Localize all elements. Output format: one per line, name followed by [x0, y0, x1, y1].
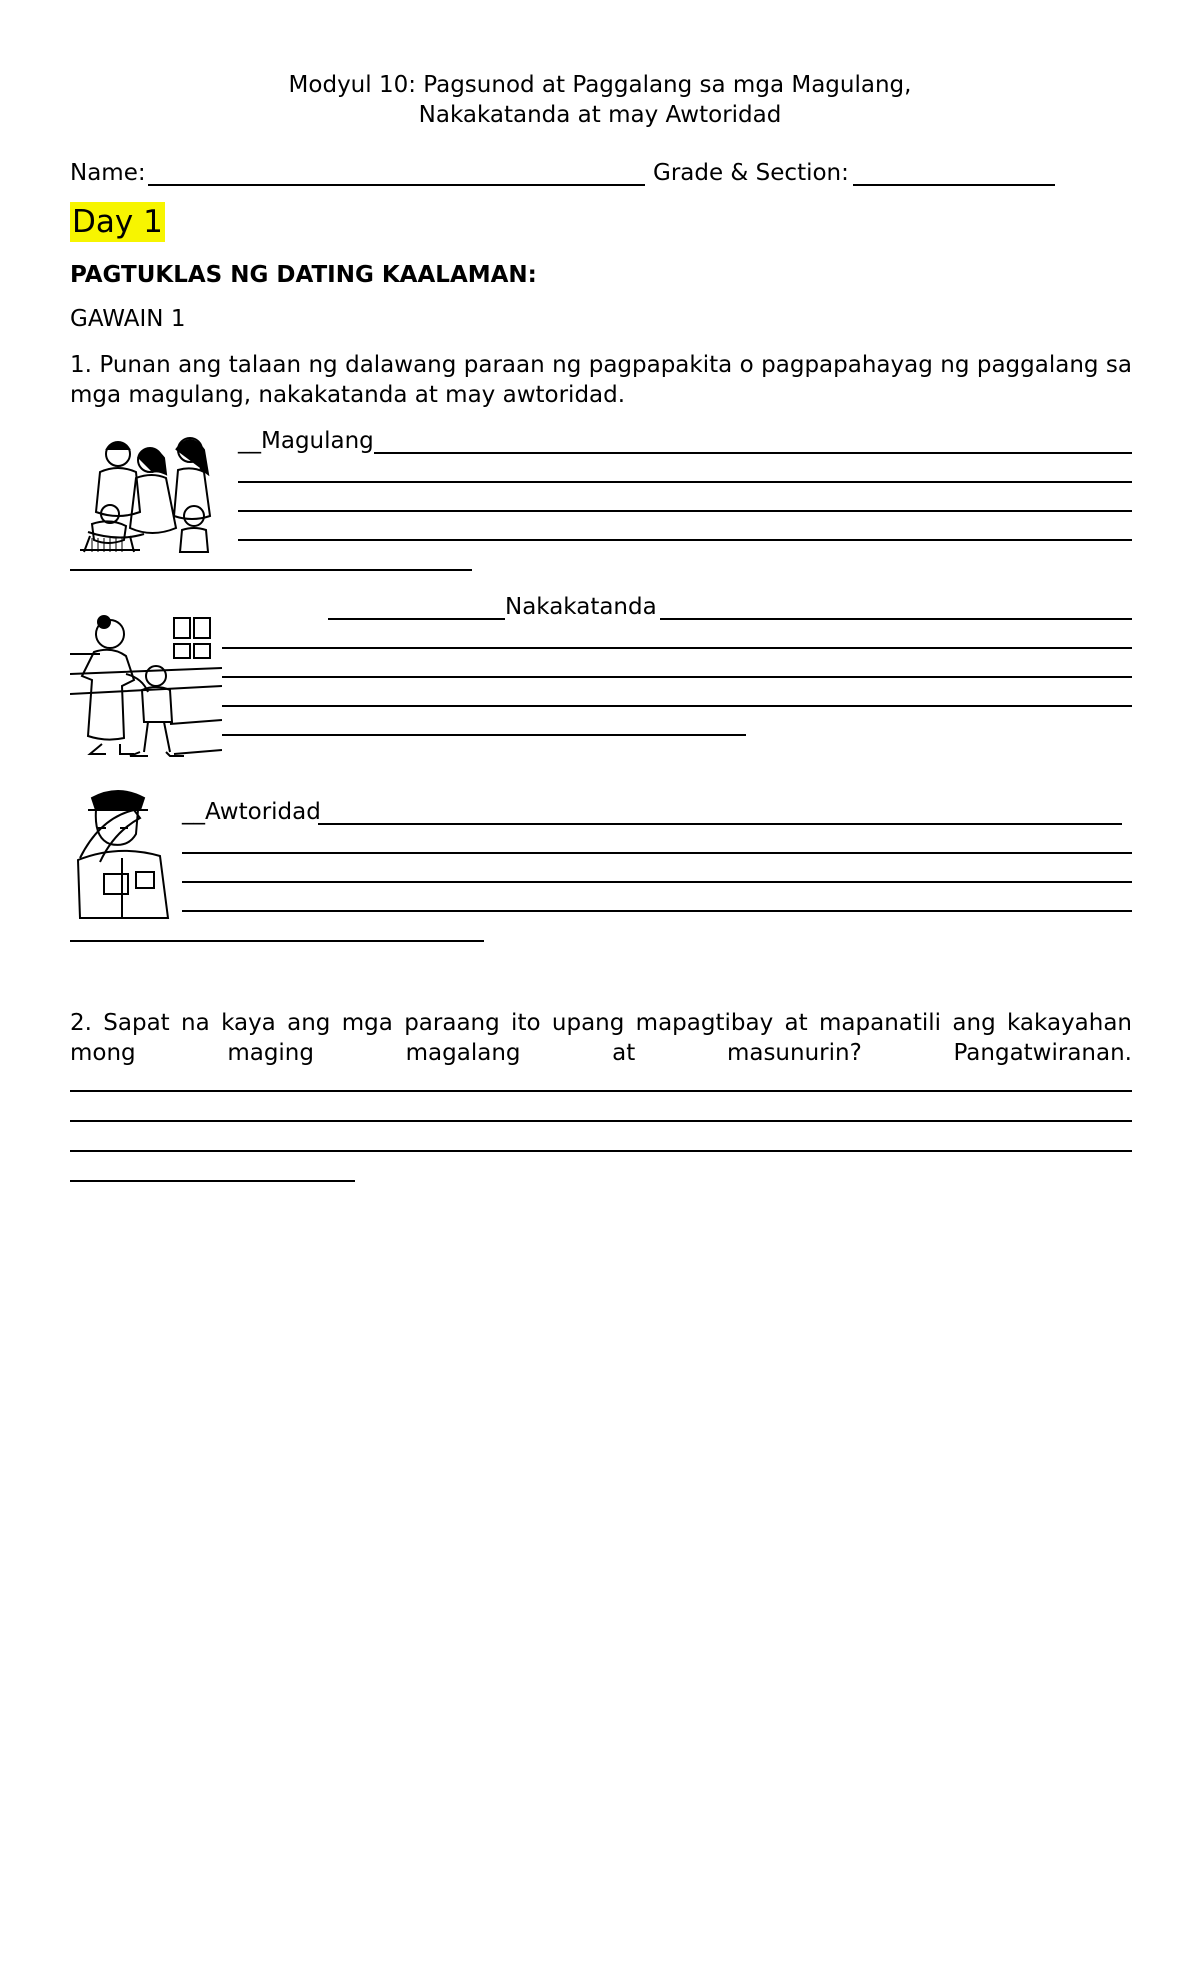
magulang-answer-line-3[interactable] [238, 510, 1132, 512]
section-heading: PAGTUKLAS NG DATING KAALAMAN: [70, 262, 537, 288]
item-nakakatanda-label: Nakakatanda [505, 594, 657, 620]
nakakatanda-answer-line-4[interactable] [222, 705, 1132, 707]
item-awtoridad-label: __Awtoridad [182, 799, 321, 825]
nakakatanda-answer-line-2[interactable] [222, 647, 1132, 649]
name-label: Name: [70, 160, 146, 186]
activity-label: GAWAIN 1 [70, 306, 186, 332]
question-1: 1. Punan ang talaan ng dalawang paraan ng pagpapakita o pagpapahayag ng paggalang sa mga magulang, nakakatanda at may awtoridad. [70, 352, 1132, 408]
question-2-answer-line-1[interactable] [70, 1090, 1132, 1092]
awtoridad-answer-line-2[interactable] [182, 852, 1132, 854]
grade-section-field[interactable] [853, 184, 1055, 186]
magulang-answer-line-1[interactable] [374, 452, 1132, 454]
awtoridad-answer-line-3[interactable] [182, 881, 1132, 883]
awtoridad-answer-line-1[interactable] [318, 823, 1122, 825]
question-2-answer-line-4[interactable] [70, 1180, 355, 1182]
nakakatanda-answer-line-5[interactable] [222, 734, 746, 736]
question-2-answer-line-2[interactable] [70, 1120, 1132, 1122]
module-title-line-2: Nakakatanda at may Awtoridad [418, 102, 782, 128]
day-badge: Day 1 [72, 204, 163, 240]
awtoridad-answer-line-5[interactable] [70, 940, 484, 942]
magulang-answer-line-5[interactable] [70, 569, 472, 571]
magulang-answer-line-2[interactable] [238, 481, 1132, 483]
item-magulang-label: __Magulang [238, 428, 374, 454]
grade-section-label: Grade & Section: [653, 160, 849, 186]
elder-with-child-icon [70, 614, 222, 764]
question-2: 2. Sapat na kaya ang mga paraang ito upang mapagtibay at mapanatili ang kakayahan mong maging magalang at masunurin? Pangatwiranan. [70, 1010, 1132, 1066]
family-icon [70, 432, 234, 556]
module-title-line-1: Modyul 10: Pagsunod at Paggalang sa mga Magulang, [288, 72, 912, 98]
nakakatanda-answer-line-1[interactable] [660, 618, 1132, 620]
name-field[interactable] [148, 184, 645, 186]
nakakatanda-answer-line-3[interactable] [222, 676, 1132, 678]
awtoridad-answer-line-4[interactable] [182, 910, 1132, 912]
question-2-answer-line-3[interactable] [70, 1150, 1132, 1152]
saluting-officer-icon [70, 788, 176, 920]
magulang-answer-line-4[interactable] [238, 539, 1132, 541]
nakakatanda-prefix-line[interactable] [328, 618, 505, 620]
